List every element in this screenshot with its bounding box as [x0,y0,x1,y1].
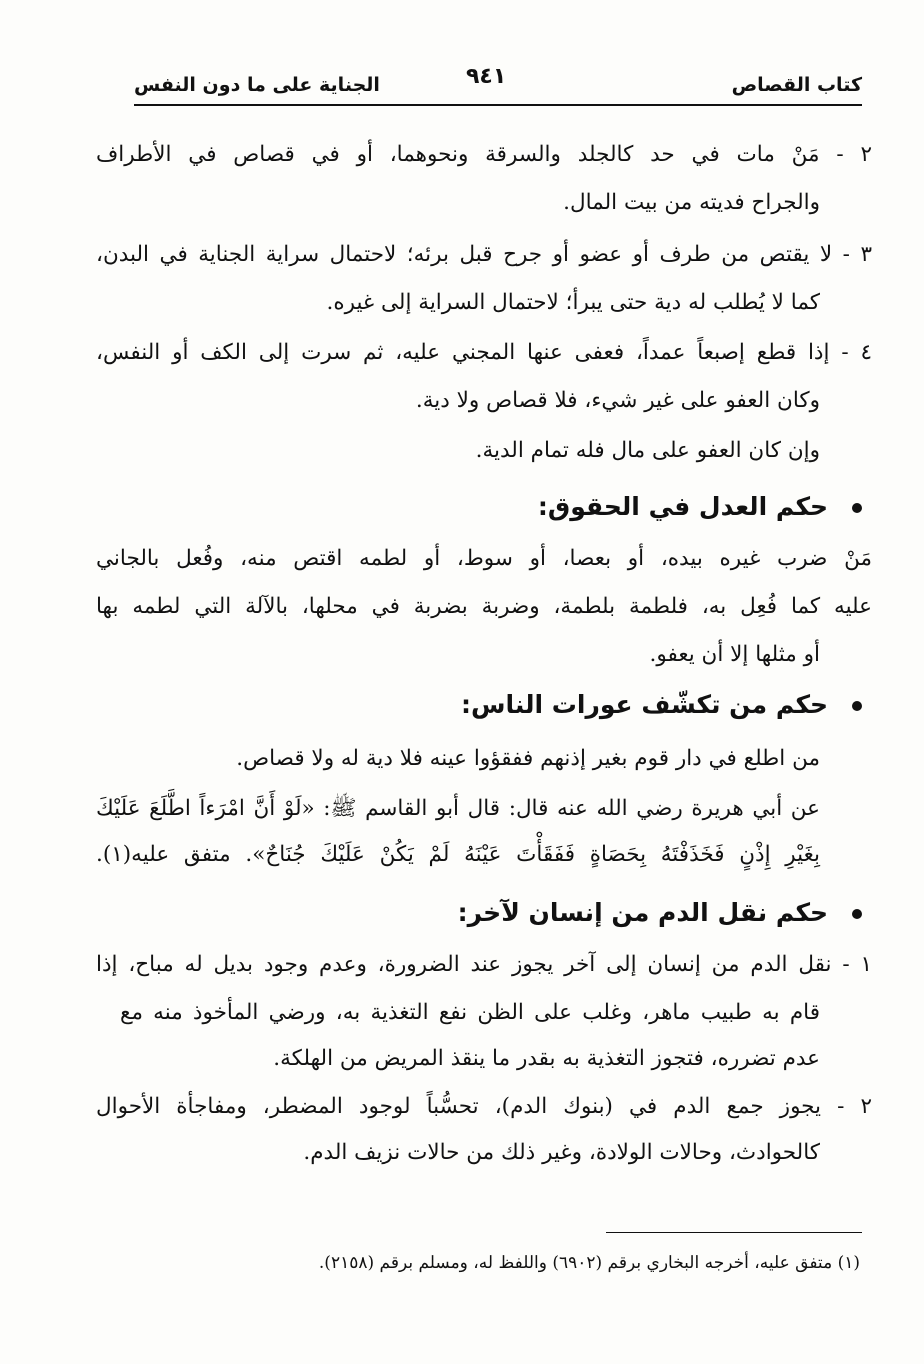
text-line: كالحوادث، وحالات الولادة، وغير ذلك من حالات نزيف الدم. [303,1140,820,1165]
text-line: أو مثلها إلا أن يعفو. [649,642,820,667]
page-number: ٩٤١ [466,64,507,89]
footnote-divider [606,1232,862,1233]
chapter-title: الجناية على ما دون النفس [134,74,380,96]
text-line: ٣ - لا يقتص من طرف أو عضو أو جرح قبل برئه؛ لاحتمال سراية الجناية في البدن، [96,242,872,267]
section-heading: حكم من تكشّف عورات الناس: [461,690,862,719]
text-line: قام به طبيب ماهر، وغلب على الظن نفع التغذية به، ورضي المأخوذ منه مع [120,1000,820,1025]
text-line: بِغَيْرِ إِذْنٍ فَخَذَفْتَهُ بِحَصَاةٍ فَفَقَأْتَ عَيْنَهُ لَمْ يَكُنْ عَلَيْكَ جُنَاحٌ». متفق عليه(١). [96,842,820,867]
page-header [134,64,862,106]
footnote: (١) متفق عليه، أخرجه البخاري برقم (٦٩٠٢) واللفظ له، ومسلم برقم (٢١٥٨). [318,1253,860,1273]
text-line: عدم تضرره، فتجوز التغذية به بقدر ما ينقذ المريض من الهلكة. [273,1046,820,1071]
text-line: كما لا يُطلب له دية حتى يبرأ؛ لاحتمال السراية إلى غيره. [326,290,820,315]
section-heading: حكم العدل في الحقوق: [538,492,862,521]
bullet-icon [852,503,862,513]
section-heading: حكم نقل الدم من إنسان لآخر: [458,898,862,927]
text-line: ٢ - يجوز جمع الدم في (بنوك الدم)، تحسُّباً لوجود المضطر، ومفاجأة الأحوال [96,1094,872,1119]
text-line: عن أبي هريرة رضي الله عنه قال: قال أبو القاسم ﷺ: «لَوْ أَنَّ امْرَءاً اطَّلَعَ عَلَيْكَ [96,796,820,821]
text-line: ١ - نقل الدم من إنسان إلى آخر يجوز عند الضرورة، وعدم وجود بديل له مباح، إذا [96,952,872,977]
text-line: ٤ - إذا قطع إصبعاً عمداً، فعفى عنها المجني عليه، ثم سرت إلى الكف أو النفس، [96,340,872,365]
text-line: وإن كان العفو على مال فله تمام الدية. [475,438,820,463]
bullet-icon [852,701,862,711]
bullet-icon [852,909,862,919]
book-title: كتاب القصاص [731,74,862,96]
text-line: ٢ - مَنْ مات في حد كالجلد والسرقة ونحوهما، أو في قصاص في الأطراف [96,142,872,167]
text-line: عليه كما فُعِل به، فلطمة بلطمة، وضربة بضربة في محلها، بالآلة التي لطمه بها [96,594,872,619]
text-line: وكان العفو على غير شيء، فلا قصاص ولا دية. [415,388,820,413]
text-line: مَنْ ضرب غيره بيده، أو بعصا، أو سوط، أو لطمه اقتص منه، وفُعل بالجاني [96,546,872,571]
text-line: والجراح فديته من بيت المال. [563,190,820,215]
text-line: من اطلع في دار قوم بغير إذنهم ففقؤوا عينه فلا دية له ولا قصاص. [236,746,820,771]
